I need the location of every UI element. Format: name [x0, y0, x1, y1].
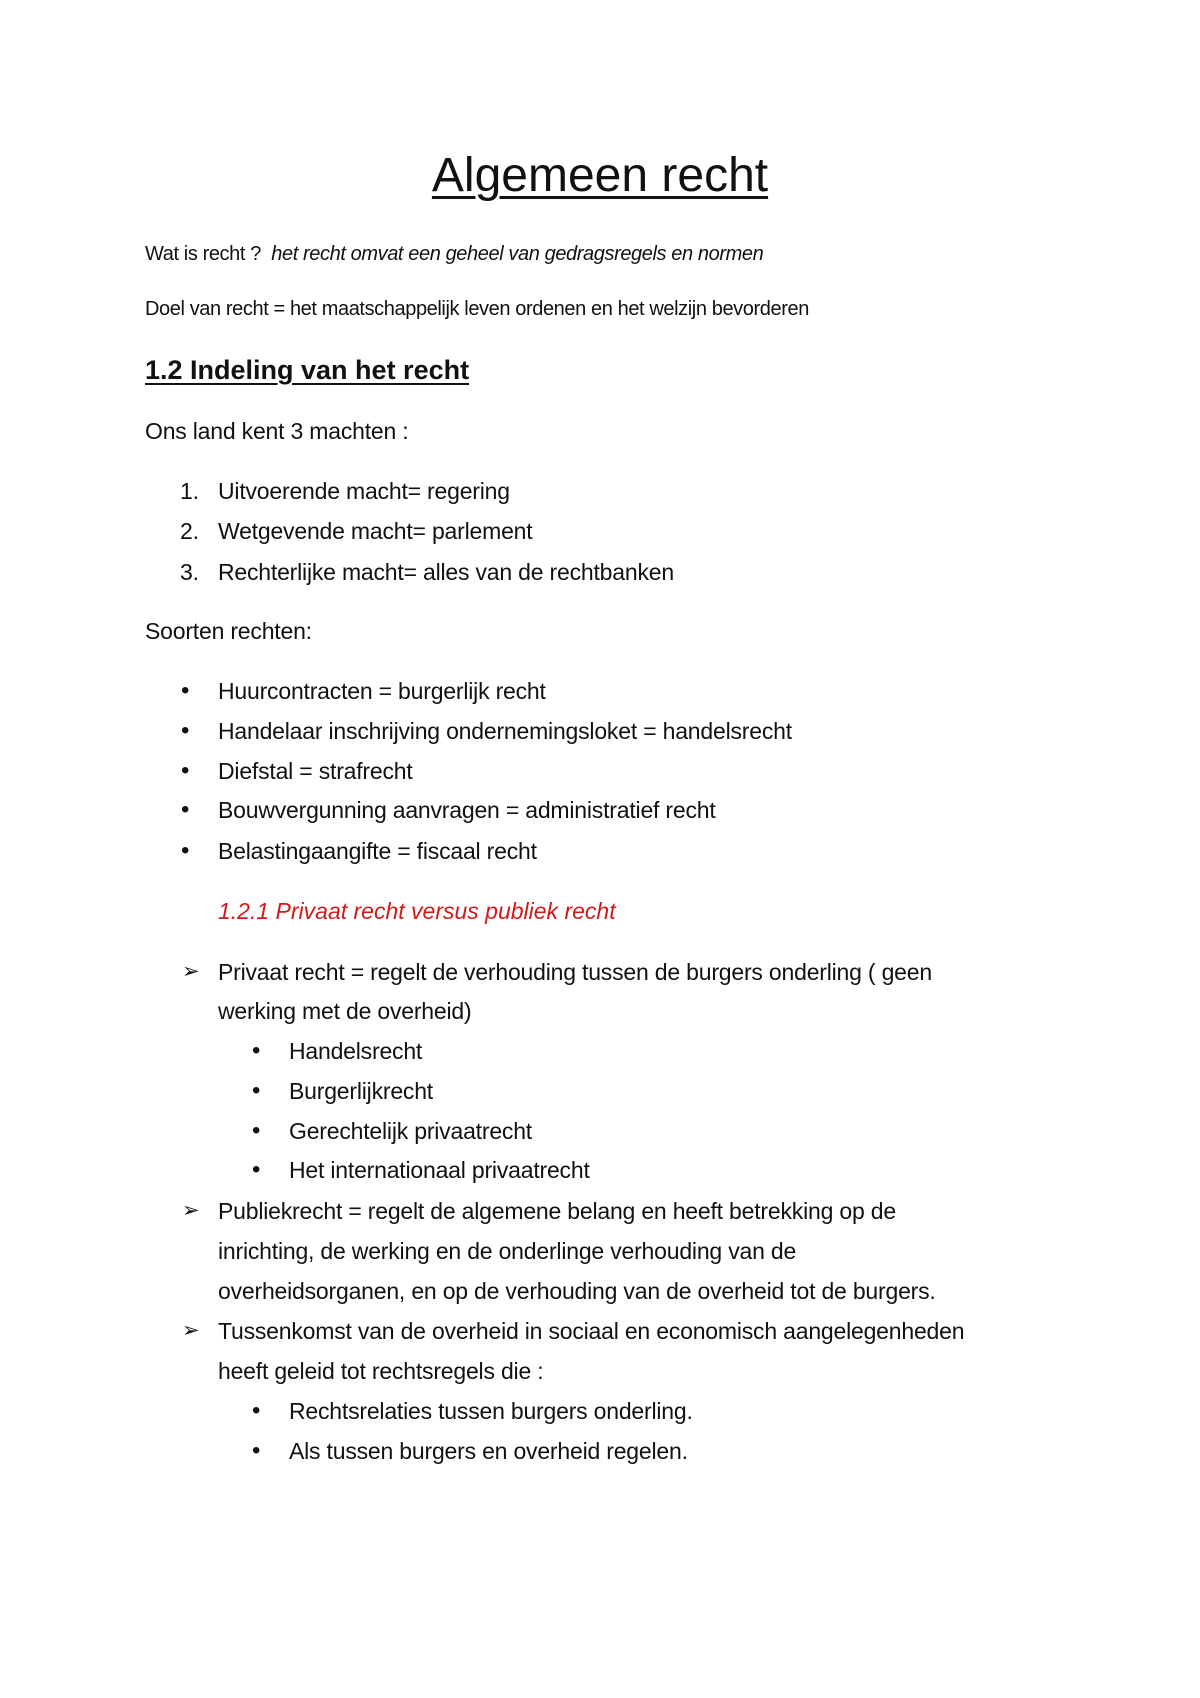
bullet-icon: • — [181, 717, 190, 744]
list-item: Rechterlijke macht= alles van de rechtbanken — [218, 559, 674, 585]
subsection-heading: 1.2.1 Privaat recht versus publiek recht — [218, 898, 616, 924]
list-item-line: Publiekrecht = regelt de algemene belang en heeft betrekking op de — [218, 1198, 896, 1224]
list-item: Uitvoerende macht= regering — [218, 478, 510, 504]
list-item-line: Tussenkomst van de overheid in sociaal en economisch aangelegenheden — [218, 1318, 965, 1344]
list-item-line: overheidsorganen, en op de verhouding van de overheid tot de burgers. — [218, 1278, 936, 1304]
arrow-bullet-icon: ➢ — [182, 960, 200, 983]
bullet-icon: • — [181, 677, 190, 704]
bullet-icon: • — [252, 1156, 261, 1183]
sub-list-item: Rechtsrelaties tussen burgers onderling. — [289, 1398, 693, 1424]
bullet-icon: • — [181, 837, 190, 864]
list-item-line: werking met de overheid) — [218, 998, 472, 1024]
intro-question: Wat is recht ? het recht omvat een geheel van gedragsregels en normen — [145, 243, 764, 265]
arrow-bullet-icon: ➢ — [182, 1319, 200, 1342]
list-item: Huurcontracten = burgerlijk recht — [218, 678, 546, 704]
list-item: Handelaar inschrijving ondernemingsloket = handelsrecht — [218, 718, 792, 744]
bullet-icon: • — [252, 1117, 261, 1144]
soorten-intro: Soorten rechten: — [145, 618, 312, 644]
sub-list-item: Burgerlijkrecht — [289, 1078, 433, 1104]
list-item: Diefstal = strafrecht — [218, 758, 413, 784]
list-number: 3. — [180, 559, 199, 585]
sub-list-item: Als tussen burgers en overheid regelen. — [289, 1438, 688, 1464]
sub-list-item: Het internationaal privaatrecht — [289, 1157, 590, 1183]
arrow-bullet-icon: ➢ — [182, 1199, 200, 1222]
list-number: 1. — [180, 478, 199, 504]
list-item-line: heeft geleid tot rechtsregels die : — [218, 1358, 544, 1384]
list-item: Wetgevende macht= parlement — [218, 518, 533, 544]
list-item-line: inrichting, de werking en de onderlinge verhouding van de — [218, 1238, 797, 1264]
intro-doel: Doel van recht = het maatschappelijk leven ordenen en het welzijn bevorderen — [145, 298, 809, 320]
list-number: 2. — [180, 518, 199, 544]
document-title: Algemeen recht — [431, 149, 769, 202]
list-item-line: Privaat recht = regelt de verhouding tussen de burgers onderling ( geen — [218, 959, 932, 985]
bullet-icon: • — [252, 1397, 261, 1424]
bullet-icon: • — [252, 1437, 261, 1464]
list-item: Bouwvergunning aanvragen = administratief recht — [218, 797, 716, 823]
bullet-icon: • — [252, 1077, 261, 1104]
sub-list-item: Gerechtelijk privaatrecht — [289, 1118, 532, 1144]
sub-list-item: Handelsrecht — [289, 1038, 423, 1064]
bullet-icon: • — [252, 1037, 261, 1064]
bullet-icon: • — [181, 757, 190, 784]
list-item: Belastingaangifte = fiscaal recht — [218, 838, 537, 864]
machten-intro: Ons land kent 3 machten : — [145, 418, 409, 444]
section-heading: 1.2 Indeling van het recht — [145, 355, 470, 385]
bullet-icon: • — [181, 796, 190, 823]
